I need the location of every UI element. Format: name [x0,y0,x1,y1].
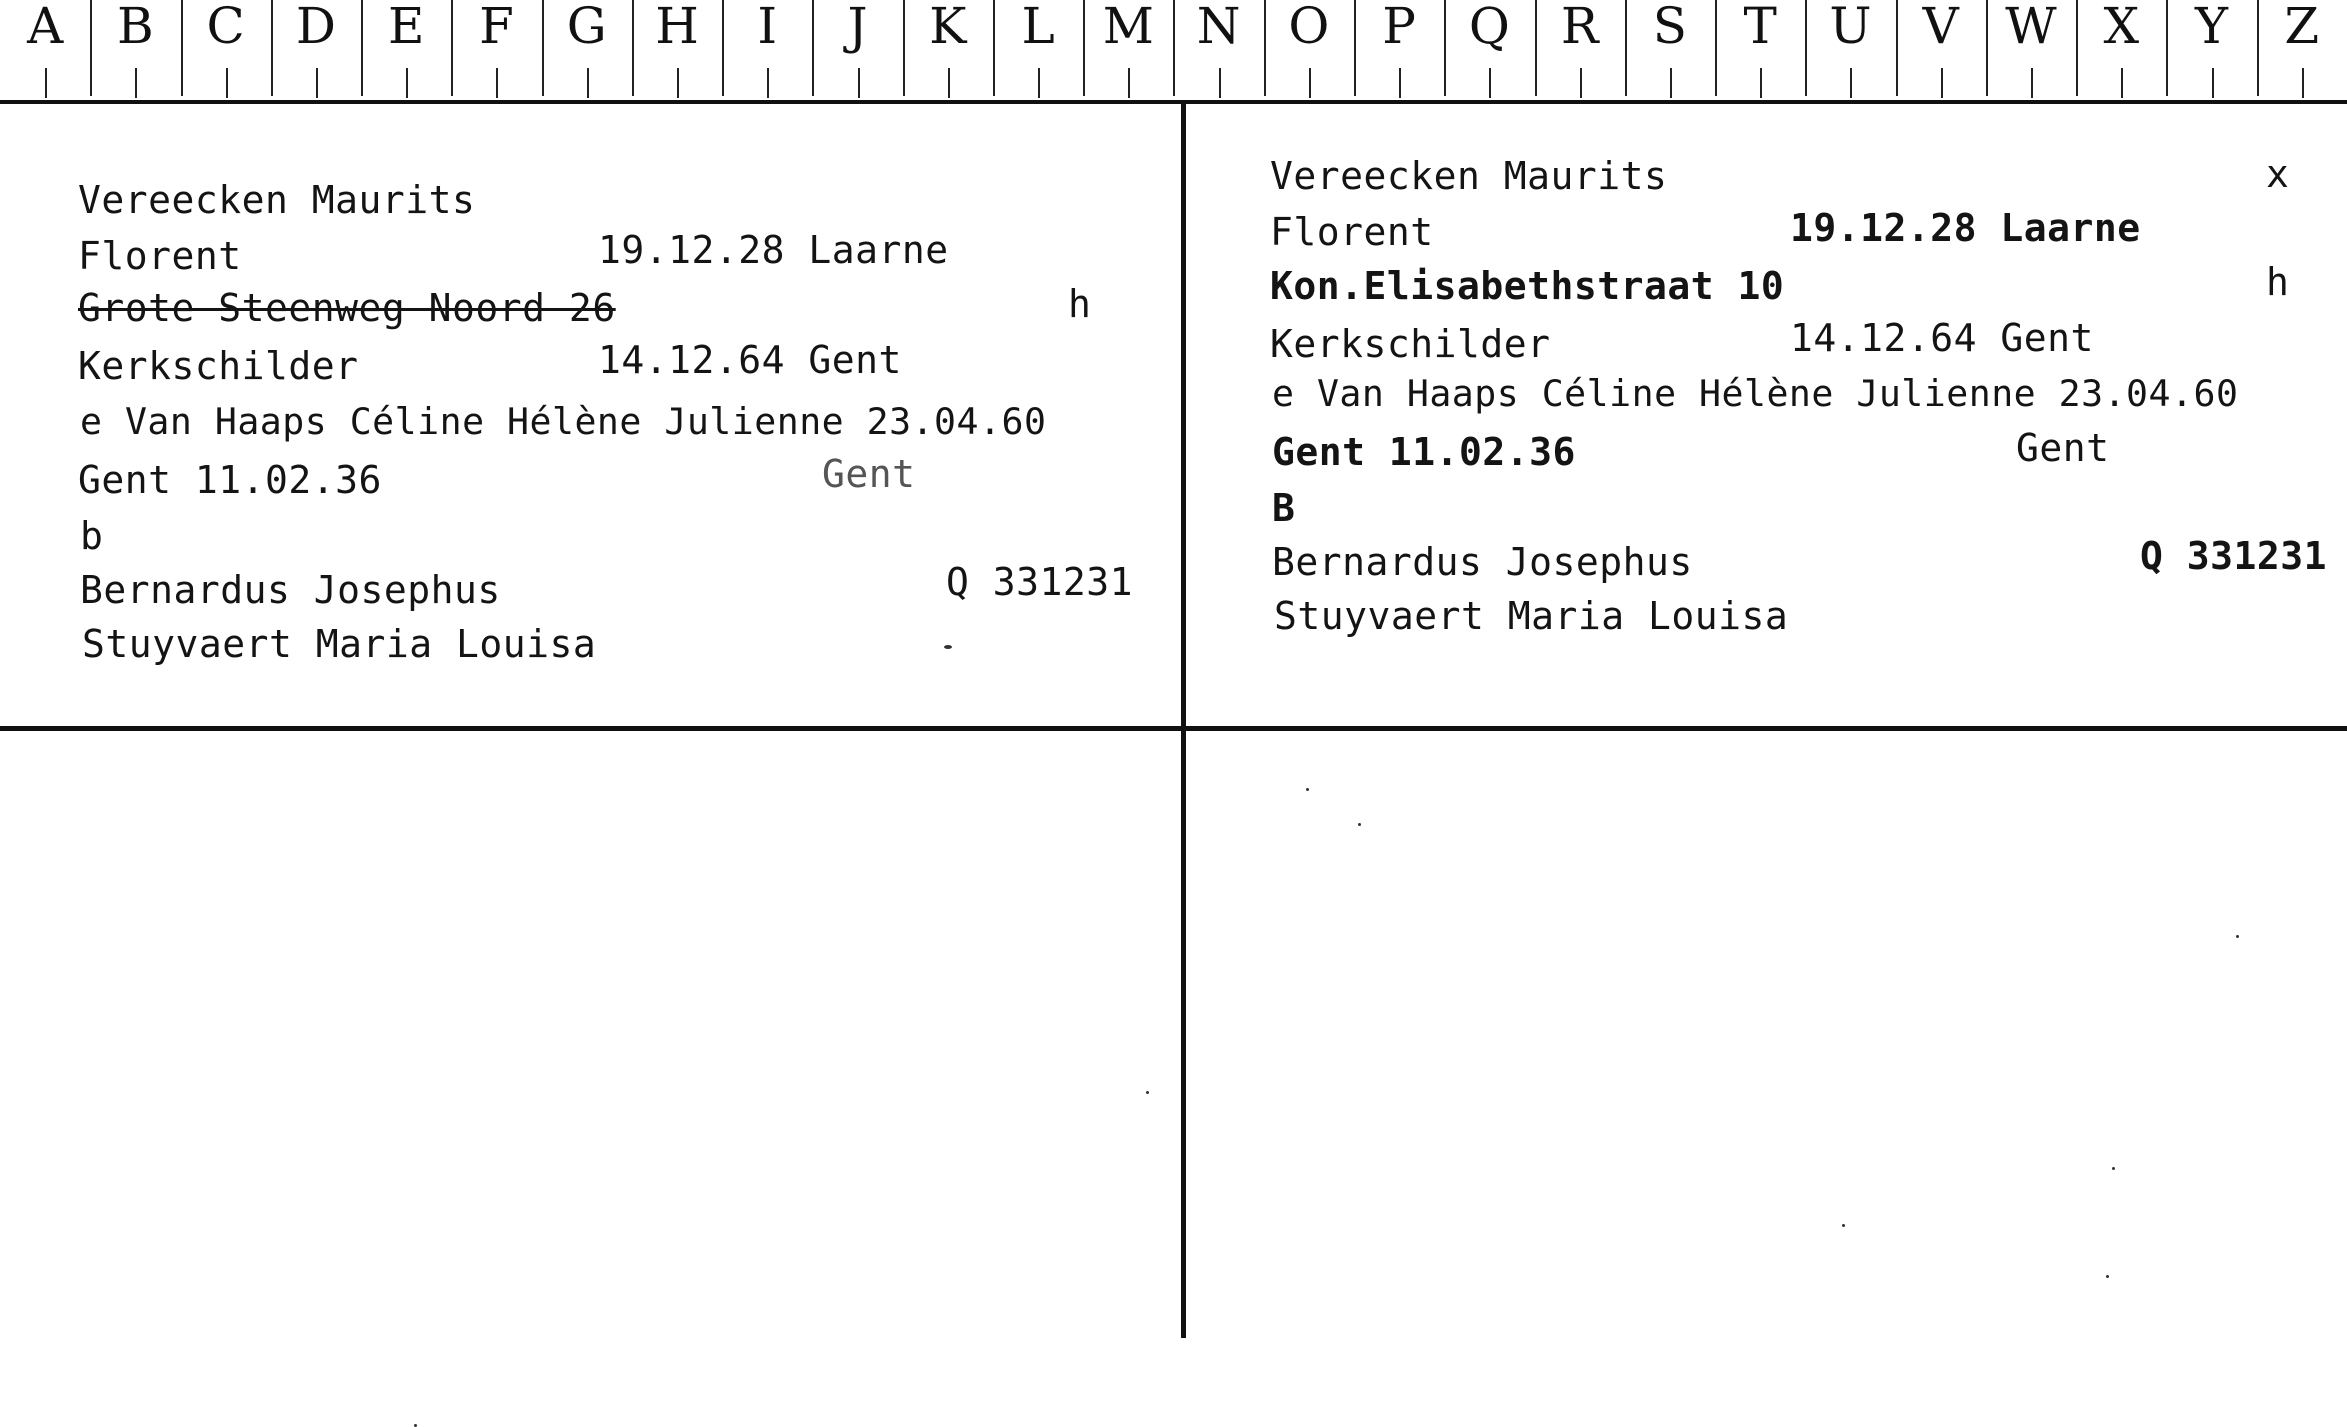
index-letter: O [1288,0,1330,55]
spouse-birth-place: Gent [822,452,916,496]
address: Kon.Elisabethstraat 10 [1270,264,1785,308]
index-cell-n [1173,0,1263,100]
surname: Vereecken Maurits [78,178,476,222]
horizontal-card-divider [0,726,2347,731]
given-name: Florent [1270,210,1434,254]
father-name: Bernardus Josephus [1272,540,1693,584]
spouse-line: e Van Haaps Céline Hélène Julienne 23.04.60 [1272,372,2239,415]
index-tick [45,68,47,98]
mother-name: Stuyvaert Maria Louisa [1274,594,1789,638]
index-cell-g [542,0,632,100]
index-cell-p [1354,0,1444,100]
index-letter: B [117,0,154,55]
index-cell-d [271,0,361,100]
index-tick [2121,68,2123,98]
occupation: Kerkschilder [1270,322,1551,366]
record-card-left [0,104,1180,724]
index-cell-q [1444,0,1534,100]
given-name: Florent [78,234,242,278]
event-date-place: 14.12.64 Gent [1790,316,2094,360]
index-tick [858,68,860,98]
alphabet-index-row [0,0,2347,100]
index-cell-o [1264,0,1354,100]
ink-speck [1306,788,1309,791]
empty-card-right [1186,731,2347,1351]
code-letter: B [1272,486,1296,530]
index-tick [496,68,498,98]
index-letter: G [566,0,607,55]
index-letter: E [387,0,425,55]
index-letter: A [27,0,64,55]
index-tick [135,68,137,98]
index-cell-x [2076,0,2166,100]
empty-card-left [0,731,1180,1351]
sex-marker: h [2266,260,2290,304]
index-letter: F [479,0,514,55]
index-tick [948,68,950,98]
index-letter: N [1196,0,1241,55]
index-letter: Y [2195,0,2229,55]
index-letter: I [757,0,778,55]
index-cell-s [1625,0,1715,100]
index-tick [1760,68,1762,98]
index-tick [316,68,318,98]
index-cell-i [722,0,812,100]
index-letter: X [2103,0,2140,55]
index-tick [1489,68,1491,98]
index-cell-c [181,0,271,100]
index-letter: K [929,0,967,55]
index-tick [587,68,589,98]
index-cell-f [451,0,541,100]
old-address-struck: Grote Steenweg Noord 26 [78,286,616,330]
ink-speck [944,645,952,649]
index-letter: Q [1468,0,1510,55]
index-letter: H [655,0,699,55]
spouse-birth: Gent 11.02.36 [78,458,382,502]
ink-speck [2112,1167,2115,1170]
index-tick [1038,68,1040,98]
index-cell-h [632,0,722,100]
index-tick [1309,68,1311,98]
index-tick [1399,68,1401,98]
index-letter: R [1560,0,1599,55]
index-letter: T [1743,0,1777,55]
occupation: Kerkschilder [78,344,359,388]
reference-number: Q 331231 [2140,534,2328,578]
spouse-line: e Van Haaps Céline Hélène Julienne 23.04.60 [80,400,1047,443]
index-tick [2031,68,2033,98]
ink-speck [2106,1275,2109,1278]
spouse-birth-place: Gent [2016,426,2110,470]
alphabet-index-strip [0,0,2347,104]
vertical-card-divider [1181,104,1186,1338]
index-letter: J [847,0,868,55]
ink-speck [1842,1224,1845,1227]
index-tick [1850,68,1852,98]
card-grid [0,104,2347,1338]
index-cell-r [1535,0,1625,100]
index-tick [406,68,408,98]
index-letter: W [2005,0,2057,55]
index-tick [2212,68,2214,98]
reference-number: Q 331231 [946,560,1134,604]
mother-name: Stuyvaert Maria Louisa [82,622,597,666]
index-cell-t [1715,0,1805,100]
index-cell-y [2166,0,2256,100]
index-cell-u [1805,0,1895,100]
index-cell-z [2257,0,2347,100]
index-letter: V [1922,0,1959,55]
index-tick [1941,68,1943,98]
surname: Vereecken Maurits [1270,154,1668,198]
index-cell-k [903,0,993,100]
index-letter: L [1021,0,1055,55]
index-tick [1128,68,1130,98]
index-letter: Z [2284,0,2320,55]
ink-speck [2236,935,2239,938]
ink-speck [1146,1091,1149,1094]
record-card-right [1186,104,2347,724]
birth-date-place: 19.12.28 Laarne [598,228,949,272]
index-letter: S [1652,0,1688,55]
spouse-birth: Gent 11.02.36 [1272,430,1576,474]
index-letter: U [1829,0,1872,55]
mark: x [2266,152,2290,196]
index-tick [1219,68,1221,98]
index-letter: P [1382,0,1416,55]
ink-speck [1358,823,1361,826]
code-letter: b [80,514,104,558]
index-letter: M [1102,0,1154,55]
index-tick [2302,68,2304,98]
father-name: Bernardus Josephus [80,568,501,612]
index-cell-l [993,0,1083,100]
index-cell-j [812,0,902,100]
index-tick [226,68,228,98]
index-cell-v [1896,0,1986,100]
index-cell-a [0,0,90,100]
index-cell-e [361,0,451,100]
index-cell-m [1083,0,1173,100]
index-tick [1580,68,1582,98]
index-tick [677,68,679,98]
sex-marker: h [1068,282,1092,326]
birth-date-place: 19.12.28 Laarne [1790,206,2141,250]
index-cell-b [90,0,180,100]
index-tick [1670,68,1672,98]
event-date-place: 14.12.64 Gent [598,338,902,382]
index-tick [767,68,769,98]
index-cell-w [1986,0,2076,100]
index-letter: C [206,0,245,55]
index-letter: D [295,0,336,55]
